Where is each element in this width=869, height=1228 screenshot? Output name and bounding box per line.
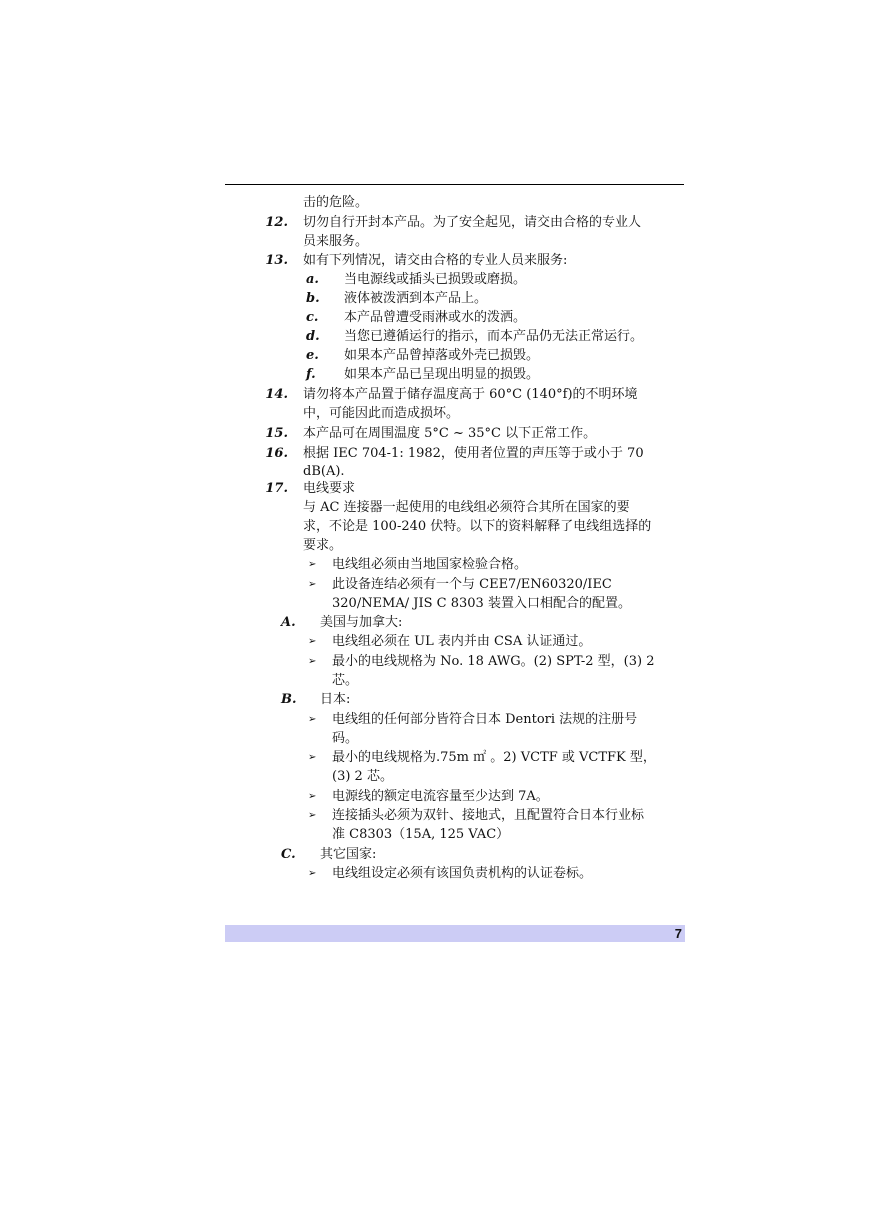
text-line: 本产品可在周围温度 5°C ~ 35°C 以下正常工作。 bbox=[303, 426, 597, 441]
text-line: 如有下列情况，请交由合格的专业人员来服务: bbox=[303, 253, 568, 268]
text-line: 最小的电线规格为.75m ㎡ 。2) VCTF 或 VCTFK 型， bbox=[332, 750, 656, 765]
text-line: 电源线的额定电流容量至少达到 7A。 bbox=[332, 789, 549, 804]
list-marker: A. bbox=[281, 615, 296, 630]
text-line: 320/NEMA/ JIS C 8303 装置入口相配合的配置。 bbox=[332, 596, 631, 611]
text-line: 最小的电线规格为 No. 18 AWG。(2) SPT-2 型，(3) 2 bbox=[332, 654, 655, 669]
text-line: dB(A). bbox=[303, 464, 345, 479]
text-line: 当您已遵循运行的指示，而本产品仍无法正常运行。 bbox=[344, 329, 644, 344]
list-marker: 16. bbox=[265, 446, 288, 461]
text-line: 日本: bbox=[320, 692, 351, 707]
list-marker: e. bbox=[306, 348, 319, 363]
text-line: 如果本产品曾掉落或外壳已损毁。 bbox=[344, 348, 540, 363]
text-line: 电线组必须由当地国家检验合格。 bbox=[332, 557, 528, 572]
list-marker: d. bbox=[306, 329, 320, 344]
list-marker: 14. bbox=[265, 387, 288, 402]
text-line: 要求。 bbox=[303, 538, 343, 553]
bullet-marker: ➢ bbox=[308, 868, 317, 879]
list-marker: 13. bbox=[265, 253, 288, 268]
list-marker: B. bbox=[281, 692, 297, 707]
text-line: 电线组必须在 UL 表内并由 CSA 认证通过。 bbox=[332, 634, 592, 649]
bullet-marker: ➢ bbox=[308, 752, 317, 763]
list-marker: a. bbox=[306, 272, 319, 287]
text-line: 电线组的任何部分皆符合日本 Dentori 法规的注册号 bbox=[332, 712, 638, 727]
text-line: 芯。 bbox=[332, 673, 359, 688]
text-line: (3) 2 芯。 bbox=[332, 769, 393, 784]
list-marker: b. bbox=[306, 291, 320, 306]
text-line: 液体被泼洒到本产品上。 bbox=[344, 291, 488, 306]
text-line: 根据 IEC 704-1: 1982，使用者位置的声压等于或小于 70 bbox=[303, 446, 644, 461]
text-line: 中，可能因此而造成损坏。 bbox=[303, 406, 460, 421]
text-line: 击的危险。 bbox=[303, 195, 369, 210]
text-line: 其它国家: bbox=[320, 847, 377, 862]
text-line: 员来服务。 bbox=[303, 234, 369, 249]
text-line: 电线组设定必须有该国负责机构的认证卷标。 bbox=[332, 866, 593, 881]
bullet-marker: ➢ bbox=[308, 559, 317, 570]
text-line: 电线要求 bbox=[303, 481, 356, 496]
text-line: 如果本产品已呈现出明显的损毁。 bbox=[344, 367, 540, 382]
text-line: 准 C8303（15A, 125 VAC） bbox=[332, 827, 510, 842]
bullet-marker: ➢ bbox=[308, 791, 317, 802]
list-marker: 15. bbox=[265, 426, 288, 441]
text-line: 求，不论是 100-240 伏特。以下的资料解释了电线组选择的 bbox=[303, 519, 652, 534]
text-line: 美国与加拿大: bbox=[320, 615, 403, 630]
bullet-marker: ➢ bbox=[308, 579, 317, 590]
list-marker: 12. bbox=[265, 215, 288, 230]
footer-bar bbox=[225, 925, 685, 942]
bullet-marker: ➢ bbox=[308, 714, 317, 725]
list-marker: C. bbox=[281, 847, 296, 862]
text-line: 请勿将本产品置于储存温度高于 60°C (140°f)的不明环境 bbox=[303, 387, 638, 402]
bullet-marker: ➢ bbox=[308, 636, 317, 647]
text-line: 与 AC 连接器一起使用的电线组必须符合其所在国家的要 bbox=[303, 500, 630, 515]
header-rule bbox=[225, 184, 684, 185]
text-line: 连接插头必须为双针、接地式，且配置符合日本行业标 bbox=[332, 808, 645, 823]
list-marker: 17. bbox=[265, 481, 288, 496]
text-line: 本产品曾遭受雨淋或水的泼洒。 bbox=[344, 310, 527, 325]
list-marker: f. bbox=[306, 367, 316, 382]
bullet-marker: ➢ bbox=[308, 810, 317, 821]
text-line: 码。 bbox=[332, 731, 359, 746]
bullet-marker: ➢ bbox=[308, 656, 317, 667]
list-marker: c. bbox=[306, 310, 319, 325]
page-number: 7 bbox=[674, 926, 682, 941]
text-line: 切勿自行开封本产品。为了安全起见，请交由合格的专业人 bbox=[303, 215, 642, 230]
text-line: 此设备连结必须有一个与 CEE7/EN60320/IEC bbox=[332, 577, 612, 592]
text-line: 当电源线或插头已损毁或磨损。 bbox=[344, 272, 527, 287]
